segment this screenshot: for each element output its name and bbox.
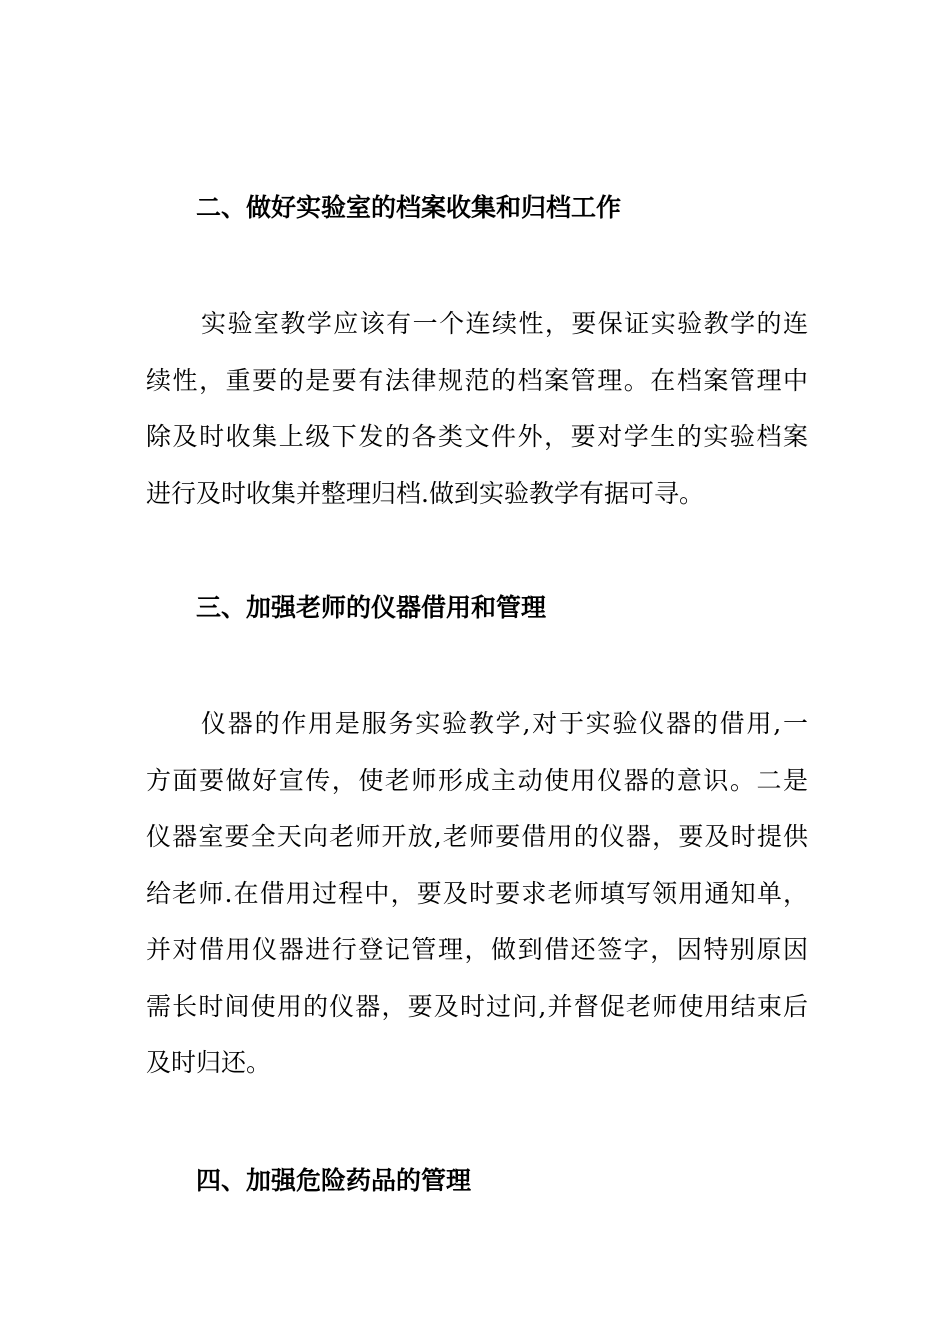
section-heading-instruments: 三、加强老师的仪器借用和管理: [196, 593, 547, 622]
paragraph-line: 仪器的作用是服务实验教学,对于实验仪器的借用,一: [201, 709, 808, 738]
paragraph-line: 除及时收集上级下发的各类文件外，要对学生的实验档案: [146, 422, 808, 451]
paragraph-line: 方面要做好宣传，使老师形成主动使用仪器的意识。二是: [146, 765, 808, 795]
section-heading-archives: 二、做好实验室的档案收集和归档工作: [196, 193, 622, 222]
paragraph-line: 进行及时收集并整理归档.做到实验教学有据可寻。: [146, 478, 704, 508]
paragraph-line: 实验室教学应该有一个连续性，要保证实验教学的连: [201, 309, 808, 338]
section-heading-hazardous-chemicals: 四、加强危险药品的管理: [196, 1166, 472, 1195]
paragraph-line: 仪器室要全天向老师开放,老师要借用的仪器，要及时提供: [146, 822, 808, 851]
paragraph-instruments: [146, 696, 808, 1092]
paragraph-line: 给老师.在借用过程中，要及时要求老师填写领用通知单，: [146, 878, 808, 908]
paragraph-line: 及时归还。: [146, 1048, 272, 1077]
paragraph-line: 并对借用仪器进行登记管理，做到借还签字，因特别原因: [146, 935, 808, 964]
paragraph-line: 需长时间使用的仪器，要及时过问,并督促老师使用结束后: [146, 991, 808, 1021]
paragraph-line: 续性，重要的是要有法律规范的档案管理。在档案管理中: [146, 365, 808, 395]
paragraph-archives: [146, 296, 808, 522]
